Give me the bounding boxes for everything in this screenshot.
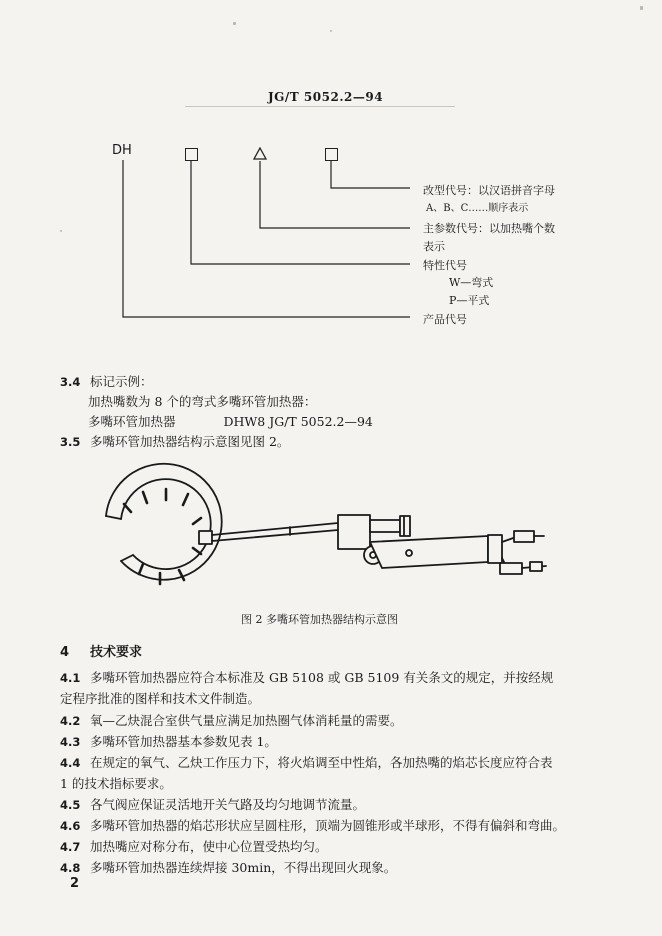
mixing-chamber — [338, 515, 370, 549]
upper-gas-inlet — [514, 531, 534, 542]
section-number: 3.5 — [60, 435, 81, 449]
item-text: 多嘴环管加热器连续焊接 30min，不得出现回火现象。 — [90, 860, 397, 875]
section-4-title — [60, 641, 142, 660]
valve-stem — [370, 520, 400, 532]
section-number: 4 — [60, 645, 70, 660]
item-4-1 — [60, 668, 553, 688]
heater-ring-outer — [106, 464, 222, 580]
item-4-5 — [60, 795, 365, 815]
characteristic-p-label: P—平式 — [449, 294, 490, 307]
page-number: 2 — [70, 876, 80, 891]
running-header: JG/T 5052.2—94 — [268, 90, 384, 104]
item-4-3 — [60, 732, 277, 752]
item-4-8 — [60, 858, 396, 878]
item-text: 在规定的氧气、乙炔工作压力下，将火焰调至中性焰，各加热嘴的焰芯长度应符合表 — [90, 755, 553, 770]
code-prefix: DH — [112, 143, 132, 158]
item-number: 4.3 — [60, 735, 81, 749]
section-title: 标记示例： — [90, 374, 153, 389]
marking-example-line-1: 加热嘴数为 8 个的弯式多嘴环管加热器： — [88, 394, 317, 409]
item-text: 氧—乙炔混合室供气量应满足加热圈气体消耗量的需要。 — [90, 713, 403, 728]
product-name: 多嘴环管加热器 — [88, 414, 176, 429]
item-number: 4.8 — [60, 861, 81, 875]
handle-collar — [488, 535, 502, 563]
item-text: 多嘴环管加热器的焰芯形状应呈圆柱形，顶端为圆锥形或半球形，不得有偏斜和弯曲。 — [90, 818, 566, 833]
lower-gas-inlet — [500, 563, 522, 574]
item-4-4 — [60, 753, 553, 773]
ring-connector — [199, 531, 212, 544]
item-number: 4.1 — [60, 671, 81, 685]
item-4-1-continued: 定程序批准的图样和技术文件制造。 — [60, 691, 261, 706]
main-param-code-label-2: 表示 — [423, 240, 445, 253]
valve-knob — [400, 516, 410, 536]
item-number: 4.5 — [60, 798, 81, 812]
item-text: 各气阀应保证灵活地开关气路及均匀地调节流量。 — [90, 797, 366, 812]
main-param-code-label: 主参数代号：以加热嘴个数 — [423, 222, 555, 235]
item-4-4-continued: 1 的技术指标要求。 — [60, 776, 172, 791]
item-text: 多嘴环管加热器基本参数见表 1。 — [90, 734, 277, 749]
item-text: 加热嘴应对称分布，使中心位置受热均匀。 — [90, 839, 328, 854]
supply-pipe-top — [212, 523, 338, 535]
supply-pipe-bottom — [212, 530, 338, 541]
item-number: 4.4 — [60, 756, 81, 770]
product-code-label: 产品代号 — [423, 313, 467, 326]
section-title: 技术要求 — [90, 645, 143, 660]
characteristic-w-label: W—弯式 — [449, 276, 494, 289]
item-number: 4.7 — [60, 840, 81, 854]
figure-caption: 图 2 多嘴环管加热器结构示意图 — [241, 613, 398, 626]
item-4-7 — [60, 837, 328, 857]
section-text: 多嘴环管加热器结构示意图见图 2。 — [90, 434, 290, 449]
item-4-6 — [60, 816, 565, 836]
handle-body — [370, 536, 488, 568]
section-number: 3.4 — [60, 375, 81, 389]
modification-code-label-2: A、B、C……顺序表示 — [426, 203, 529, 214]
modification-code-label: 改型代号：以汉语拼音字母 — [423, 184, 555, 197]
item-4-2 — [60, 711, 403, 731]
characteristic-code-label: 特性代号 — [423, 259, 467, 272]
marking-code: DHW8 JG/T 5052.2—94 — [223, 414, 373, 429]
item-number: 4.2 — [60, 714, 81, 728]
item-number: 4.6 — [60, 819, 81, 833]
item-text: 多嘴环管加热器应符合本标准及 GB 5108 或 GB 5109 有关条文的规定，并按经规 — [90, 670, 554, 685]
